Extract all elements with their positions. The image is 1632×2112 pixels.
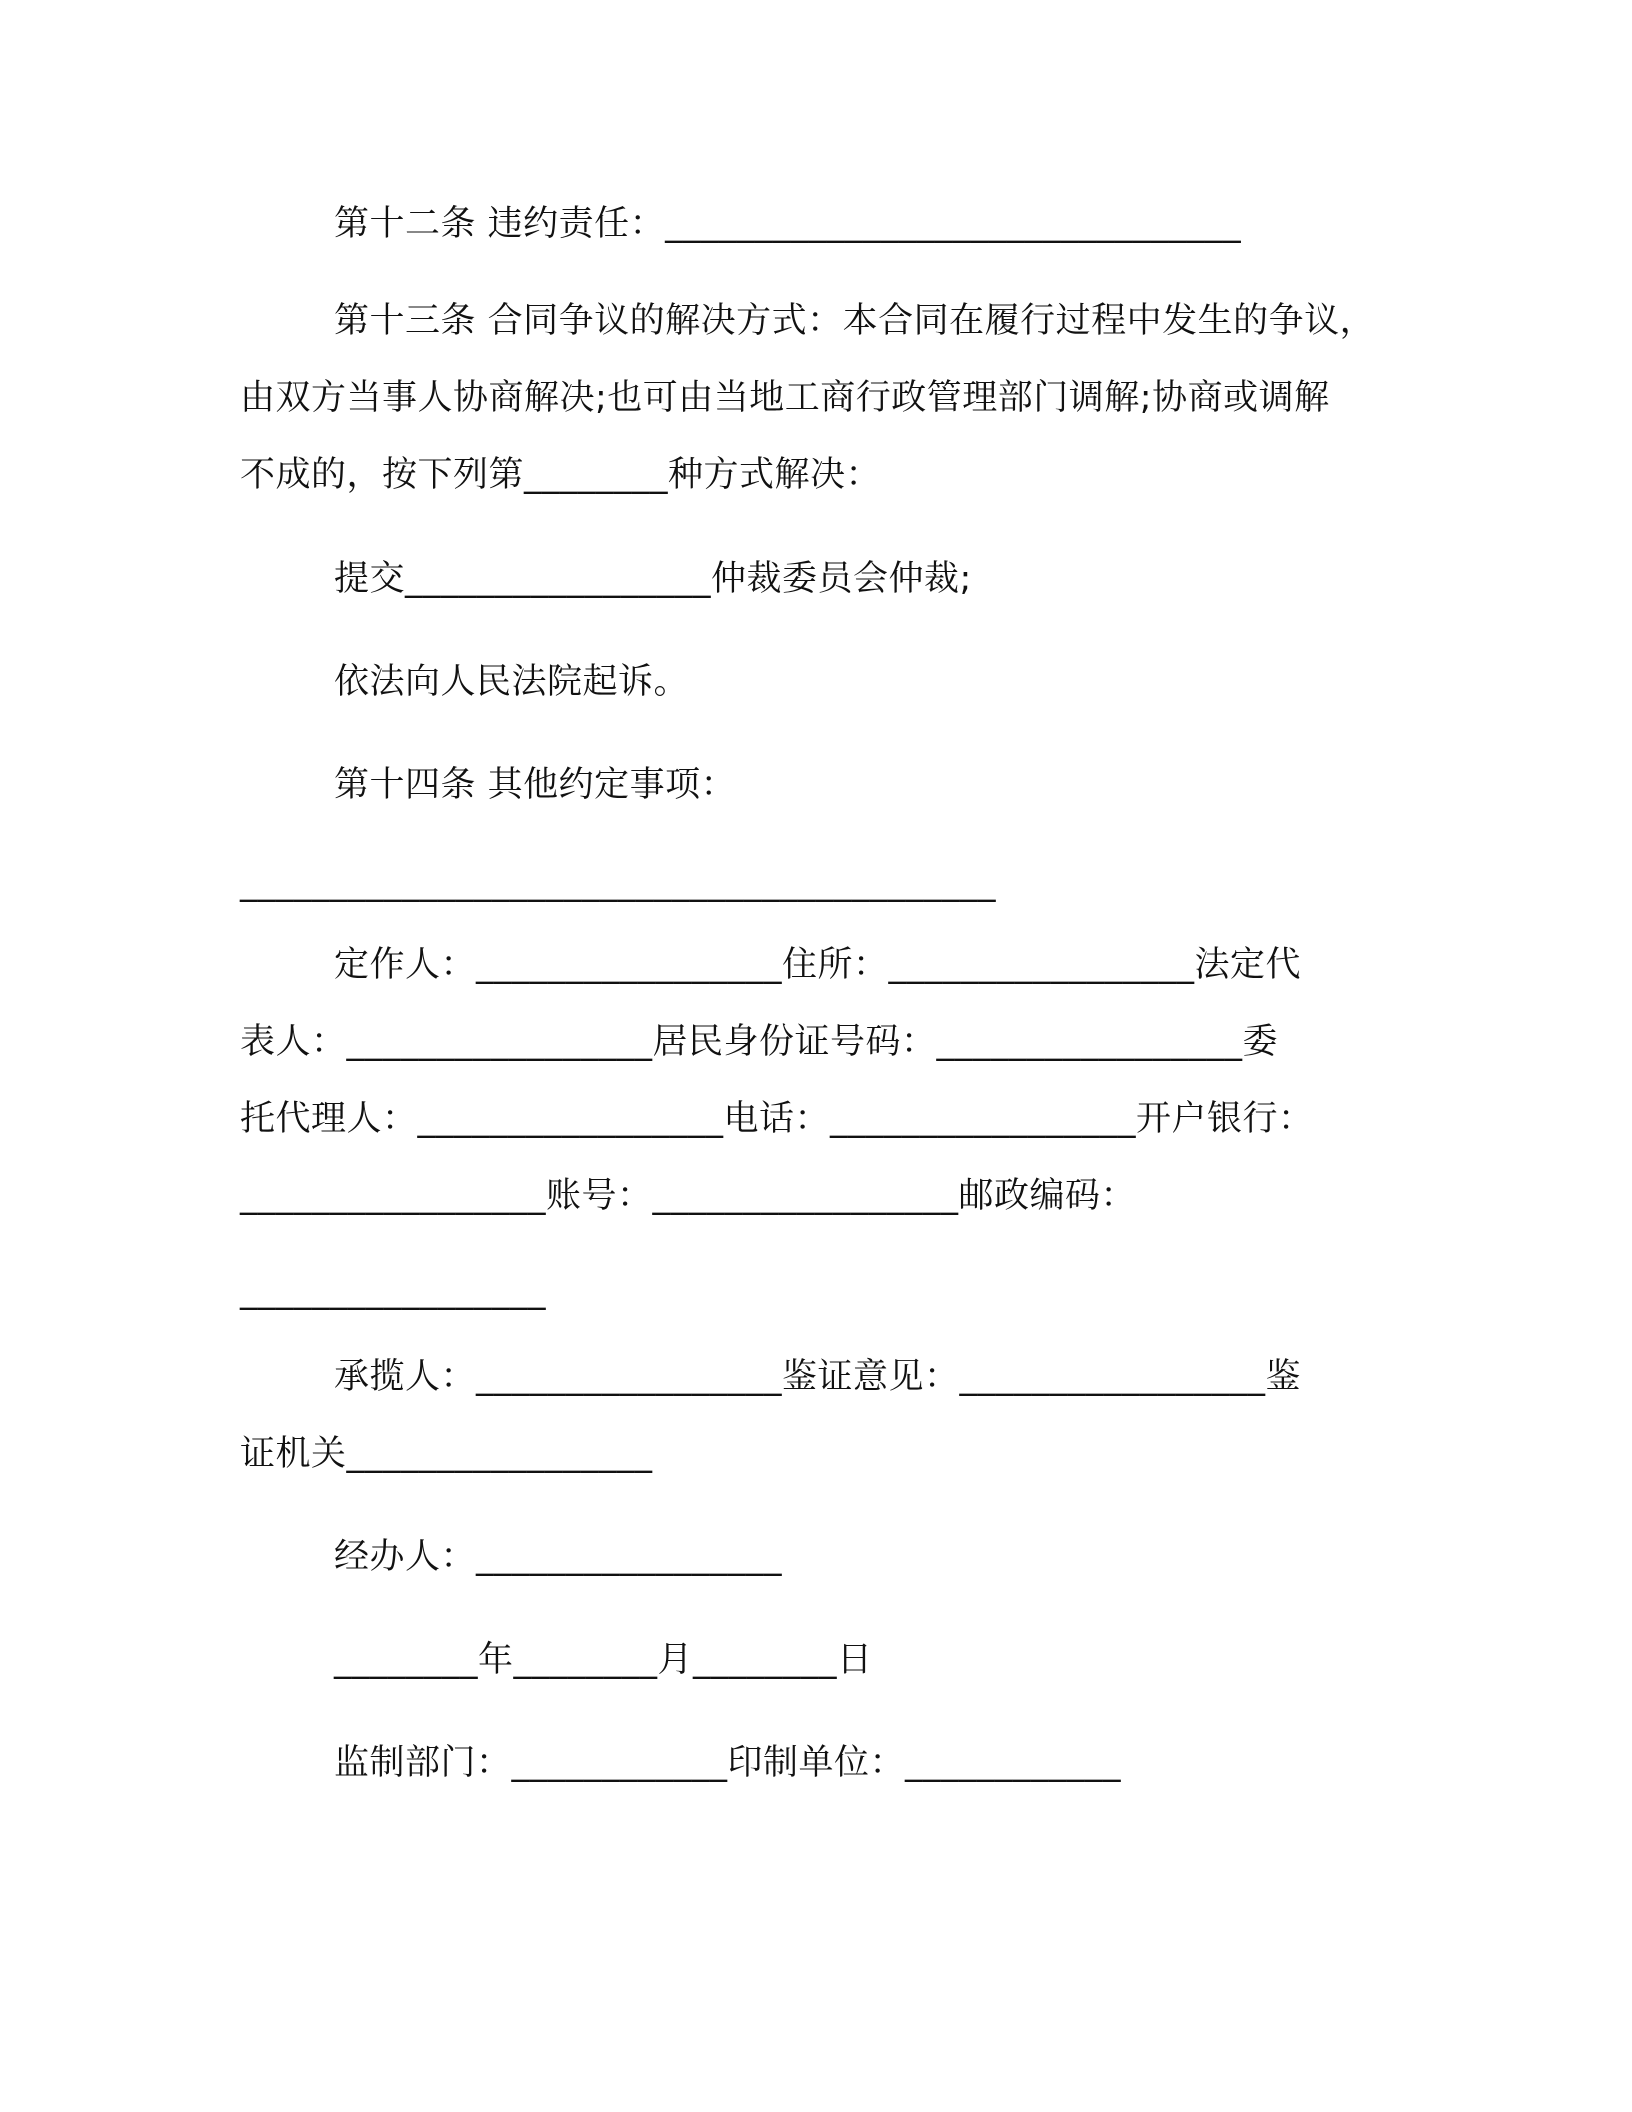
undertaker-line-2: 证机关_________________ bbox=[240, 1434, 653, 1474]
contractor-info-line-4: _________________账号：_________________邮政编码： bbox=[240, 1176, 1137, 1216]
clause-12-line: 第十二条 违约责任：________________________________ bbox=[334, 204, 1242, 244]
clause-13-line-1: 第十三条 合同争议的解决方式：本合同在履行过程中发生的争议， bbox=[334, 301, 1376, 341]
contractor-info-line-1: 定作人：_________________住所：_________________法定代 bbox=[334, 945, 1302, 985]
undertaker-line-1: 承揽人：_________________鉴证意见：_________________鉴 bbox=[334, 1357, 1302, 1397]
clause-13-line-3: 不成的，按下列第________种方式解决： bbox=[240, 455, 882, 495]
contractor-info-line-3: 托代理人：_________________电话：_________________开户银行： bbox=[240, 1099, 1314, 1139]
other-terms-blank-line: __________________________________________ bbox=[240, 863, 996, 903]
contractor-info-line-5: _________________ bbox=[240, 1271, 546, 1311]
contractor-info-line-2: 表人：_________________居民身份证号码：_________________委 bbox=[240, 1022, 1279, 1062]
date-line: ________年________月________日 bbox=[334, 1640, 873, 1680]
clause-14-line: 第十四条 其他约定事项： bbox=[334, 765, 737, 805]
court-option-line: 依法向人民法院起诉。 bbox=[334, 662, 690, 702]
handler-line: 经办人：_________________ bbox=[334, 1537, 783, 1577]
arbitration-option-line: 提交_________________仲裁委员会仲裁; bbox=[334, 559, 972, 599]
clause-13-line-2: 由双方当事人协商解决;也可由当地工商行政管理部门调解;协商或调解 bbox=[240, 378, 1330, 418]
supervision-print-line: 监制部门：____________印制单位：____________ bbox=[334, 1743, 1122, 1783]
